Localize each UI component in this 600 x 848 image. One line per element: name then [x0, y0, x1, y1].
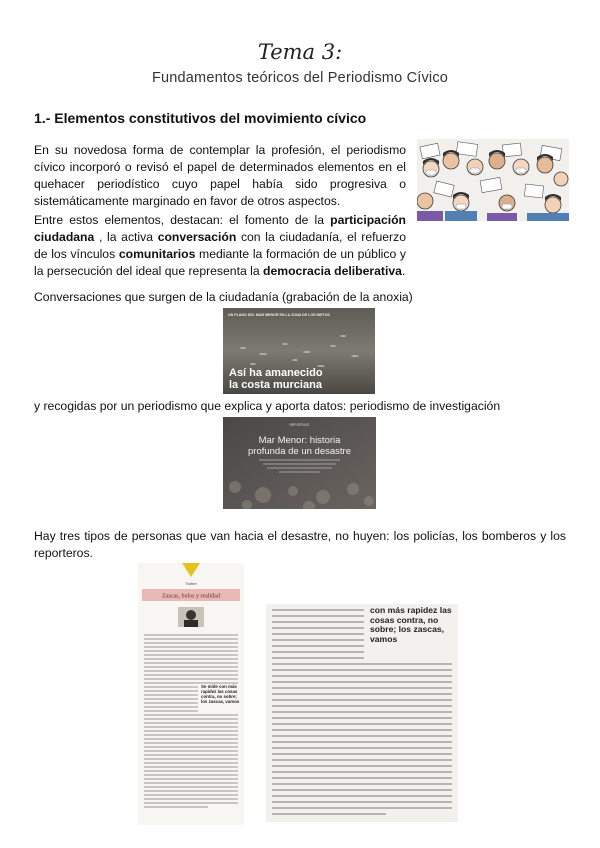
paragraph-intro: En su novedosa forma de contemplar la profesión, el periodismo cívico incorporó o revisó el papel de determinados elementos en el quehacer periodístico cuyo papel había sido progresiva o sistemáticamente marginado en favor de otros aspectos. [34, 143, 406, 208]
bold-term: comunitarios [118, 247, 196, 261]
video-headline-line2: la costa murciana [229, 379, 322, 391]
document-subtitle: Fundamentos teóricos del Periodismo Cívico [151, 70, 449, 86]
video-small-caption: UN PLANO DEL MAR MENOR EN LA ZONA DE LOS NIETOS [228, 313, 330, 317]
section-title: - Elementos constitutivos del movimiento cívico [45, 110, 367, 126]
text-run: mediante la formación de un público y la persecución del ideal que representa la [34, 247, 406, 278]
section-number: 1. [34, 110, 46, 126]
bold-term: democracia deliberativa [263, 264, 402, 278]
paragraph-conversations: Conversaciones que surgen de la ciudadanía (grabación de la anoxia) [34, 290, 413, 304]
magazine-page-twitter[interactable] [138, 563, 244, 825]
paragraph-three-types: Hay tres tipos de personas que van hacia el desastre, no huyen: los policías, los bomberos y los reporteros. [34, 529, 566, 560]
text-run: Entre estos elementos, destacan: el fomento de la [34, 213, 331, 227]
video-headline-line1: Así ha amanecido [229, 367, 323, 379]
bold-term: conversación [157, 230, 237, 244]
paragraph-elements [34, 212, 406, 280]
bold-term: participación ciudadana [34, 213, 406, 244]
magazine-pull-quote: Se mide con más rapidez las cosas contra, no sobre; los zascas, vamos [201, 684, 240, 704]
mar-menor-article-image[interactable] [223, 417, 376, 509]
article-headline-line1: Mar Menor: historia [258, 435, 341, 446]
anoxia-video-still[interactable] [223, 308, 375, 394]
tema-title: Tema 3: [257, 40, 343, 64]
section-heading [34, 110, 366, 126]
article-kicker: REPORTAJE [289, 423, 310, 427]
text-run: . [401, 264, 406, 278]
text-run: , la activa [94, 230, 158, 244]
crowd-illustration [417, 139, 569, 221]
text-run: con la ciudadanía, el refuerzo de los vínculos [34, 230, 406, 261]
magazine-label: Twitter [185, 581, 197, 586]
magazine2-pull-quote: con más rapidez las cosas contra, no sobre; los zascas, vamos [370, 606, 452, 644]
paragraph-investigation: y recogidas por un periodismo que explica y aporta datos: periodismo de investigación [34, 399, 501, 413]
magazine-title: Zascas, bulos y realidad [162, 593, 220, 600]
article-headline-line2: profunda de un desastre [248, 446, 351, 457]
magazine-page-zascas[interactable] [266, 604, 458, 822]
